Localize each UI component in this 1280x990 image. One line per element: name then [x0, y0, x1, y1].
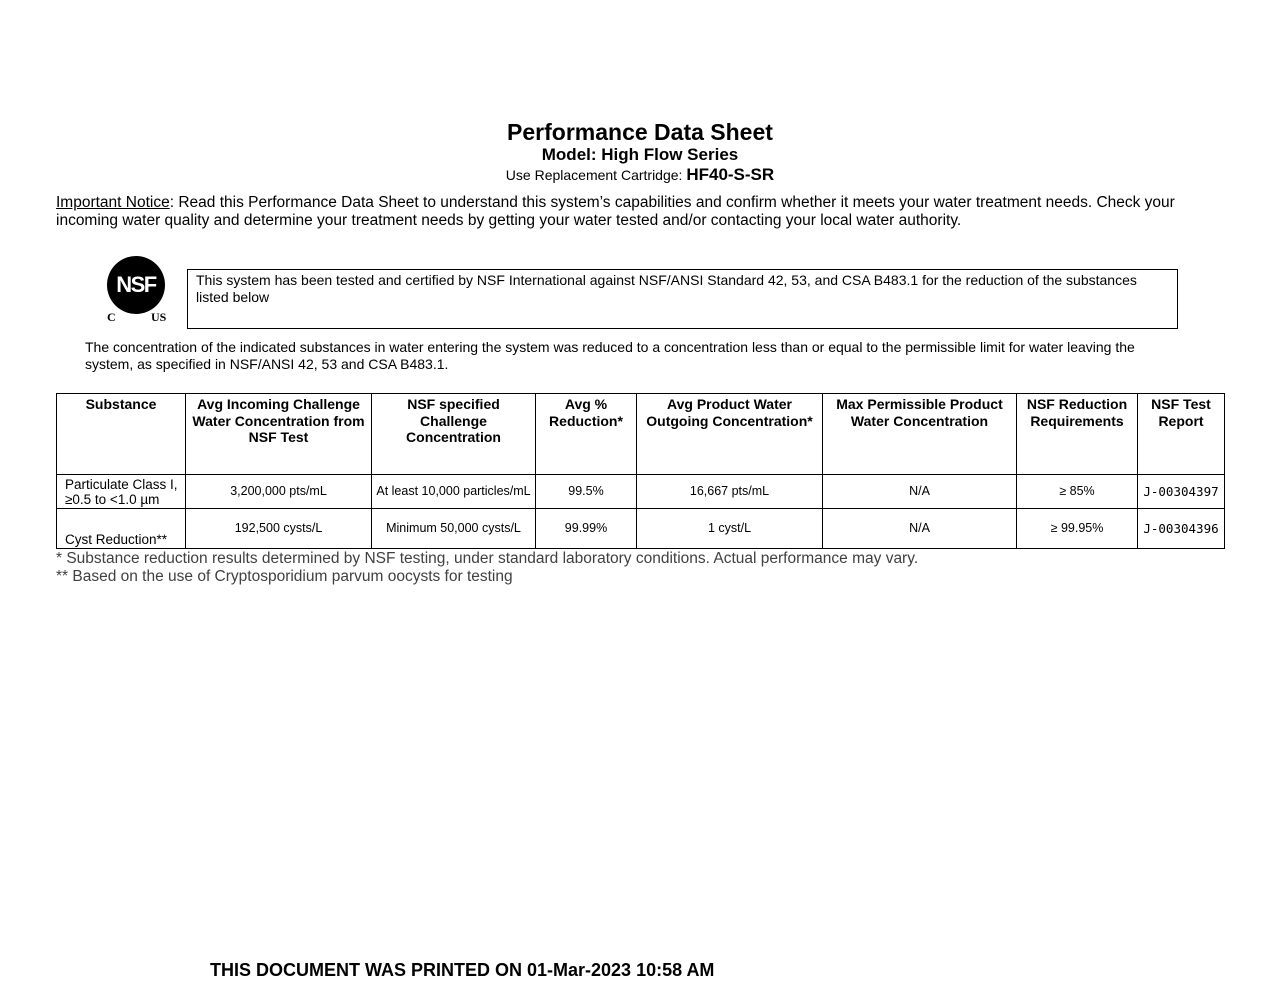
- nsf-us-label: US: [151, 310, 167, 324]
- replacement-cartridge: [0, 165, 1280, 185]
- cell-substance: Cyst Reduction**: [57, 509, 186, 549]
- table-header-row: [57, 394, 1225, 475]
- cell-max-permissible: N/A: [823, 475, 1017, 509]
- cell-nsf-requirements: ≥ 99.95%: [1017, 509, 1138, 549]
- table-row: [57, 475, 1225, 509]
- col-avg-incoming: Avg Incoming Challenge Water Concentration from NSF Test: [186, 394, 372, 475]
- cell-test-report: J-00304396: [1138, 509, 1225, 549]
- notice-label: Important Notice: [56, 194, 170, 211]
- model-name: Model: High Flow Series: [541, 145, 739, 164]
- certification-box: This system has been tested and certified by NSF International against NSF/ANSI Standard 42, 53, and CSA B483.1 for the reduction of the substances listed below: [187, 269, 1178, 329]
- cartridge-label: Use Replacement Cartridge:: [505, 167, 687, 183]
- table-row: [57, 509, 1225, 549]
- page-title: Performance Data Sheet: [507, 119, 773, 145]
- cell-avg-reduction: 99.5%: [536, 475, 637, 509]
- col-nsf-test-report: NSF Test Report: [1138, 394, 1225, 475]
- nsf-logo: [104, 254, 174, 326]
- cell-avg-reduction: 99.99%: [536, 509, 637, 549]
- cell-max-permissible: N/A: [823, 509, 1017, 549]
- cell-avg-incoming: 192,500 cysts/L: [186, 509, 372, 549]
- nsf-c-label: C: [107, 310, 116, 324]
- col-avg-product: Avg Product Water Outgoing Concentration*: [637, 394, 823, 475]
- nsf-circle-mark: NSF: [107, 256, 165, 314]
- col-substance: Substance: [57, 394, 186, 475]
- cartridge-code: HF40-S-SR: [686, 165, 775, 184]
- footnote-testing: * Substance reduction results determined by NSF testing, under standard laboratory conditions. Actual performance may vary.: [56, 550, 919, 567]
- important-notice: [56, 194, 1236, 230]
- performance-table: [56, 393, 1225, 549]
- cell-avg-product: 1 cyst/L: [637, 509, 823, 549]
- cell-avg-incoming: 3,200,000 pts/mL: [186, 475, 372, 509]
- col-max-permissible: Max Permissible Product Water Concentration: [823, 394, 1017, 475]
- cell-nsf-specified: Minimum 50,000 cysts/L: [372, 509, 536, 549]
- cell-avg-product: 16,667 pts/mL: [637, 475, 823, 509]
- cell-test-report: J-00304397: [1138, 475, 1225, 509]
- col-nsf-specified: NSF specified Challenge Concentration: [372, 394, 536, 475]
- cell-nsf-requirements: ≥ 85%: [1017, 475, 1138, 509]
- cell-substance: Particulate Class I, ≥0.5 to <1.0 µm: [57, 475, 186, 509]
- notice-text: : Read this Performance Data Sheet to understand this system’s capabilities and confirm whether it meets your water treatment needs. Check your incoming water quality and determine your treatment needs by getting your water tested and/or contacting your local water authority.: [56, 194, 1175, 229]
- printed-timestamp: THIS DOCUMENT WAS PRINTED ON 01-Mar-2023 10:58 AM: [210, 960, 715, 980]
- col-avg-reduction: Avg % Reduction*: [536, 394, 637, 475]
- col-nsf-requirements: NSF Reduction Requirements: [1017, 394, 1138, 475]
- cell-nsf-specified: At least 10,000 particles/mL: [372, 475, 536, 509]
- concentration-note: The concentration of the indicated substances in water entering the system was reduced to a concentration less than or equal to the permissible limit for water leaving the system, as specified in NSF/ANSI 42, 53 and CSA B483.1.: [85, 339, 1135, 372]
- footnote-cryptosporidium: ** Based on the use of Cryptosporidium parvum oocysts for testing: [56, 568, 513, 585]
